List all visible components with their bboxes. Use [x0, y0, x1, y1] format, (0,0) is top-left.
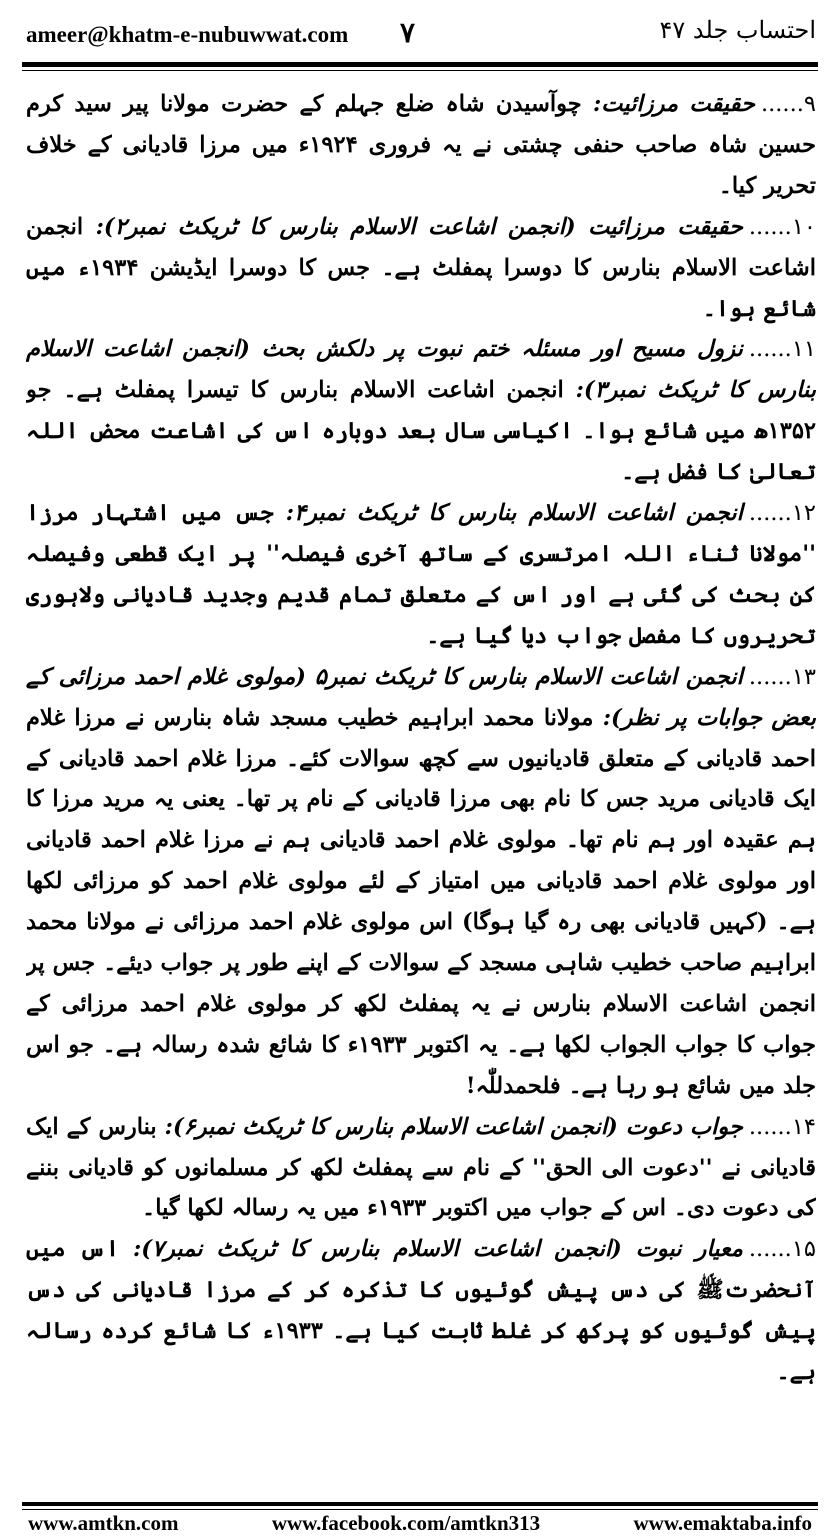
entry-number: ۱۱......	[748, 336, 816, 363]
entry-number: ۹......	[760, 91, 816, 117]
footer-link-facebook[interactable]: www.facebook.com/amtkn313	[271, 1511, 541, 1535]
entry-10	[26, 207, 816, 330]
entry-body: انجمن اشاعت الاسلام بنارس کا تیسرا پمفلٹ ہے۔ جو ۱۳۵۲ھ میں شائع ہوا۔ اکیاسی سال بعد دوبارہ اس کی اشاعت محض اللہ تعالیٰ کا فضل ہے۔	[26, 377, 816, 486]
entry-number: ۱۲......	[748, 500, 816, 527]
entry-title: نزول مسیح اور مسئلہ ختم نبوت پر دلکش بحث (انجمن اشاعت الاسلام بنارس کا ٹریکٹ نمبر۳):	[26, 336, 816, 404]
entry-title: معیار نبوت (انجمن اشاعت الاسلام بنارس کا ٹریکٹ نمبر۷):	[132, 1236, 743, 1263]
header-email: ameer@khatm-e-nubuwwat.com	[26, 22, 349, 47]
entry-15	[26, 1229, 816, 1393]
footer-link-emaktaba[interactable]: www.emaktaba.info	[633, 1511, 812, 1535]
entry-body: چوآسیدن شاہ ضلع جہلم کے حضرت مولانا پیر سید کرم حسین شاہ صاحب حنفی چشتی نے یہ فروری ۱۹۲۴ء میں مرزا قادیانی کے خلاف تحریر کیا۔	[26, 91, 816, 199]
page-body	[26, 84, 816, 1476]
entry-title: انجمن اشاعت الاسلام بنارس کا ٹریکٹ نمبر۴:	[285, 500, 743, 527]
footer-links	[28, 1511, 812, 1536]
entry-11	[26, 329, 816, 493]
entry-body: مولانا محمد ابراہیم خطیب مسجد شاہ بنارس نے مرزا غلام احمد قادیانی کے متعلق قادیانیوں سے کچھ سوالات کئے۔ مرزا غلام احمد قادیانی کے ایک قادیانی مرید جس کا نام بھی مرزا قادیانی کے نام پر تھا۔ یعنی یہ مرید مرزا کا ہم عقیدہ اور ہم نام تھا۔ مولوی غلام احمد قادیانی ہم نے مرزا غلام احمد قادیانی اور مولوی غلام احمد قادیانی میں امتیاز کے لئے مولوی غلام احمد کو مرزائی لکھا ہے۔ (کہیں قادیانی بھی رہ گیا ہوگا) اس مولوی غلام احمد مرزائی نے مولانا محمد ابراہیم صاحب خطیب شاہی مسجد کے سوالات کے اپنے طور پر جواب دیئے۔ جس پر انجمن اشاعت الاسلام بنارس نے یہ پمفلٹ لکھ کر مولوی غلام احمد مرزائی کے جواب کا جواب الجواب لکھا ہے۔ یہ اکتوبر ۱۹۳۳ء کا شائع شدہ رسالہ ہے۔ جو اس جلد میں شائع ہو رہا ہے۔ فلحمدللّٰہ!	[26, 704, 816, 1099]
footer-divider-thin	[22, 1509, 818, 1510]
page-number: ۷	[400, 16, 416, 49]
entry-title: حقیقت مرزائیت:	[593, 91, 755, 117]
page-footer	[0, 1490, 840, 1540]
entry-number: ۱۳......	[748, 663, 816, 690]
footer-divider-thick	[22, 1502, 818, 1506]
volume-title: احتساب جلد ۴۷	[659, 16, 816, 44]
entry-title: جواب دعوت (انجمن اشاعت الاسلام بنارس کا ٹریکٹ نمبر۶):	[164, 1113, 743, 1140]
footer-link-amtkn[interactable]: www.amtkn.com	[28, 1511, 179, 1535]
entry-14	[26, 1107, 816, 1230]
page-header	[0, 0, 840, 72]
entry-body: اس میں آنحضرتﷺ کی دس پیش گوئیوں کا تذکرہ کر کے مرزا قادیانی کی دس پیش گوئیوں کو پرکھ کر غلط ثابت کیا ہے۔ ۱۹۳۳ء کا شائع کردہ رسالہ ہے۔	[26, 1236, 816, 1386]
header-divider-thin	[22, 70, 818, 71]
entry-title: انجمن اشاعت الاسلام بنارس کا ٹریکٹ نمبر۵ (مولوی غلام احمد مرزائی کے بعض جوابات پر نظر):	[26, 663, 816, 731]
entry-number: ۱۴......	[748, 1113, 816, 1140]
entry-title: حقیقت مرزائیت (انجمن اشاعت الاسلام بنارس کا ٹریکٹ نمبر۲):	[95, 213, 743, 240]
entry-body: جس میں اشتہار مرزا ''مولانا ثناء اللہ امرتسری کے ساتھ آخری فیصلہ'' پر ایک قطعی وفیصلہ کن بحث کی گئی ہے اور اس کے متعلق تمام قدیم وجدید قادیانی ولاہوری تحریروں کا مفصل جواب دیا گیا ہے۔	[26, 500, 816, 649]
entry-body: انجمن اشاعت الاسلام بنارس کا دوسرا پمفلٹ ہے۔ جس کا دوسرا ایڈیشن ۱۹۳۴ء میں شائع ہوا۔	[26, 213, 816, 322]
header-divider-thick	[22, 62, 818, 67]
entry-body: بنارس کے ایک قادیانی نے ''دعوت الی الحق'' کے نام سے پمفلٹ لکھ کر مسلمانوں کو قادیانی بننے کی دعوت دی۔ اس کے جواب میں اکتوبر ۱۹۳۳ء میں یہ رسالہ لکھا گیا۔	[26, 1113, 816, 1222]
entry-13	[26, 657, 816, 1107]
entry-number: ۱۵......	[748, 1236, 816, 1263]
entry-12	[26, 493, 816, 657]
entry-9	[26, 84, 816, 207]
entry-number: ۱۰......	[748, 213, 816, 240]
